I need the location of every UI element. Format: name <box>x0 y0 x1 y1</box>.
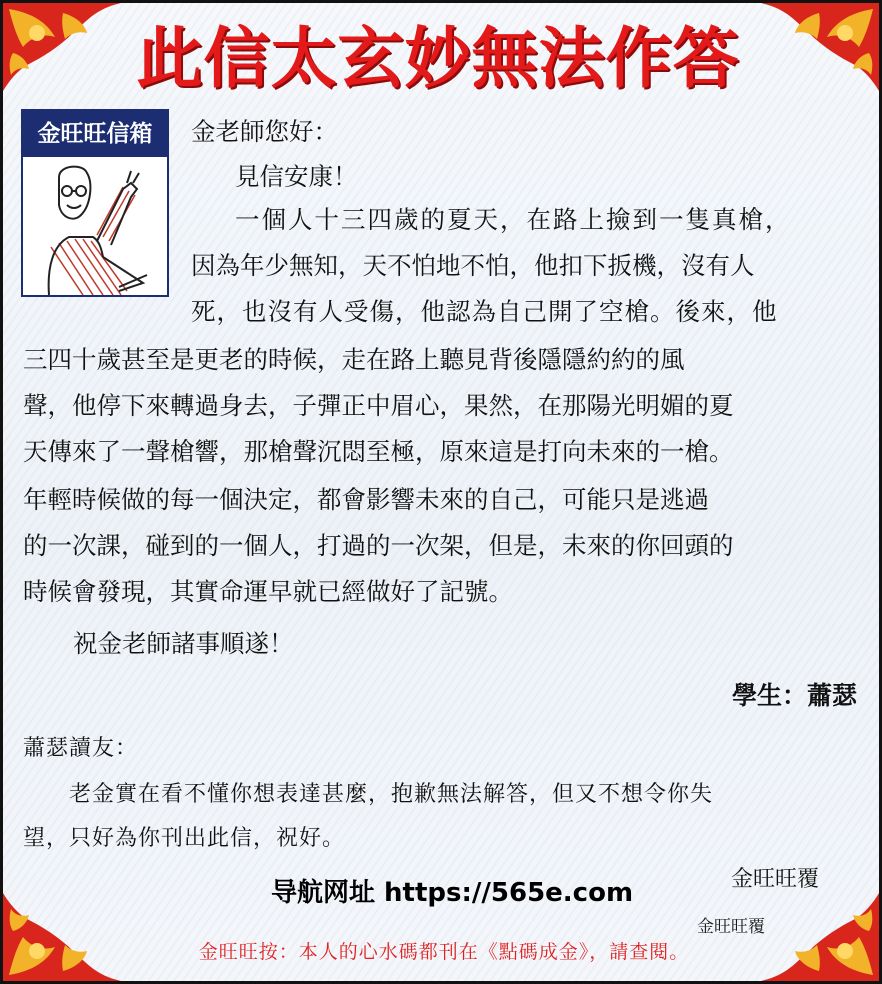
letter-signature: 學生：蕭瑟 <box>731 681 857 710</box>
reply-line: 望，只好為你刊出此信，祝好。 <box>23 826 346 851</box>
letter-line: 的一次課，碰到的一個人，打過的一次架，但是，未來的你回頭的 <box>23 531 734 560</box>
reply-signature: 金旺旺覆 <box>731 867 820 892</box>
letter-line: 因為年少無知，天不怕地不怕，他扣下扳機，沒有人 <box>191 251 755 280</box>
reply-line: 老金實在看不懂你想表達甚麼，抱歉無法解答，但又不想令你失 <box>69 782 714 807</box>
letter-line: 時候會發現，其實命運早就已經做好了記號。 <box>23 577 513 606</box>
letter-line: 一個人十三四歲的夏天，在路上撿到一隻真槍， <box>235 205 792 234</box>
letter-line: 天傳來了一聲槍響，那槍聲沉悶至極，原來這是打向未來的一槍。 <box>23 437 734 466</box>
ornament-top-right-icon <box>761 3 879 91</box>
letter-line: 年輕時候做的每一個決定，都會影響未來的自己，可能只是逃過 <box>23 485 709 514</box>
letter-line: 聲，他停下來轉過身去，子彈正中眉心，果然，在那陽光明媚的夏 <box>23 391 734 420</box>
letter-closing: 祝金老師諸事順遂！ <box>73 629 294 658</box>
letter-line: 死，也沒有人受傷，他認為自己開了空槍。後來，他 <box>191 297 778 326</box>
headline: 此信太玄妙無法作答 <box>136 20 740 97</box>
signature-stamp: 金旺旺覆 <box>697 917 765 937</box>
watermark-url: 导航网址 https://565e.com <box>271 878 634 908</box>
teacher-pointing-icon <box>23 157 167 295</box>
reply-salutation: 蕭瑟讀友： <box>23 736 139 761</box>
column-name: 金旺旺信箱 <box>23 111 167 157</box>
letter-greeting: 見信安康！ <box>235 162 358 191</box>
footer-note: 金旺旺按：本人的心水碼都刊在《點碼成金》，請查閱。 <box>198 941 690 963</box>
letter-line: 三四十歲甚至是更老的時候，走在路上聽見背後隱隱約約的風 <box>23 345 685 374</box>
ornament-top-left-icon <box>3 3 121 91</box>
column-badge <box>21 109 169 297</box>
letter-salutation: 金老師您好： <box>191 117 338 146</box>
